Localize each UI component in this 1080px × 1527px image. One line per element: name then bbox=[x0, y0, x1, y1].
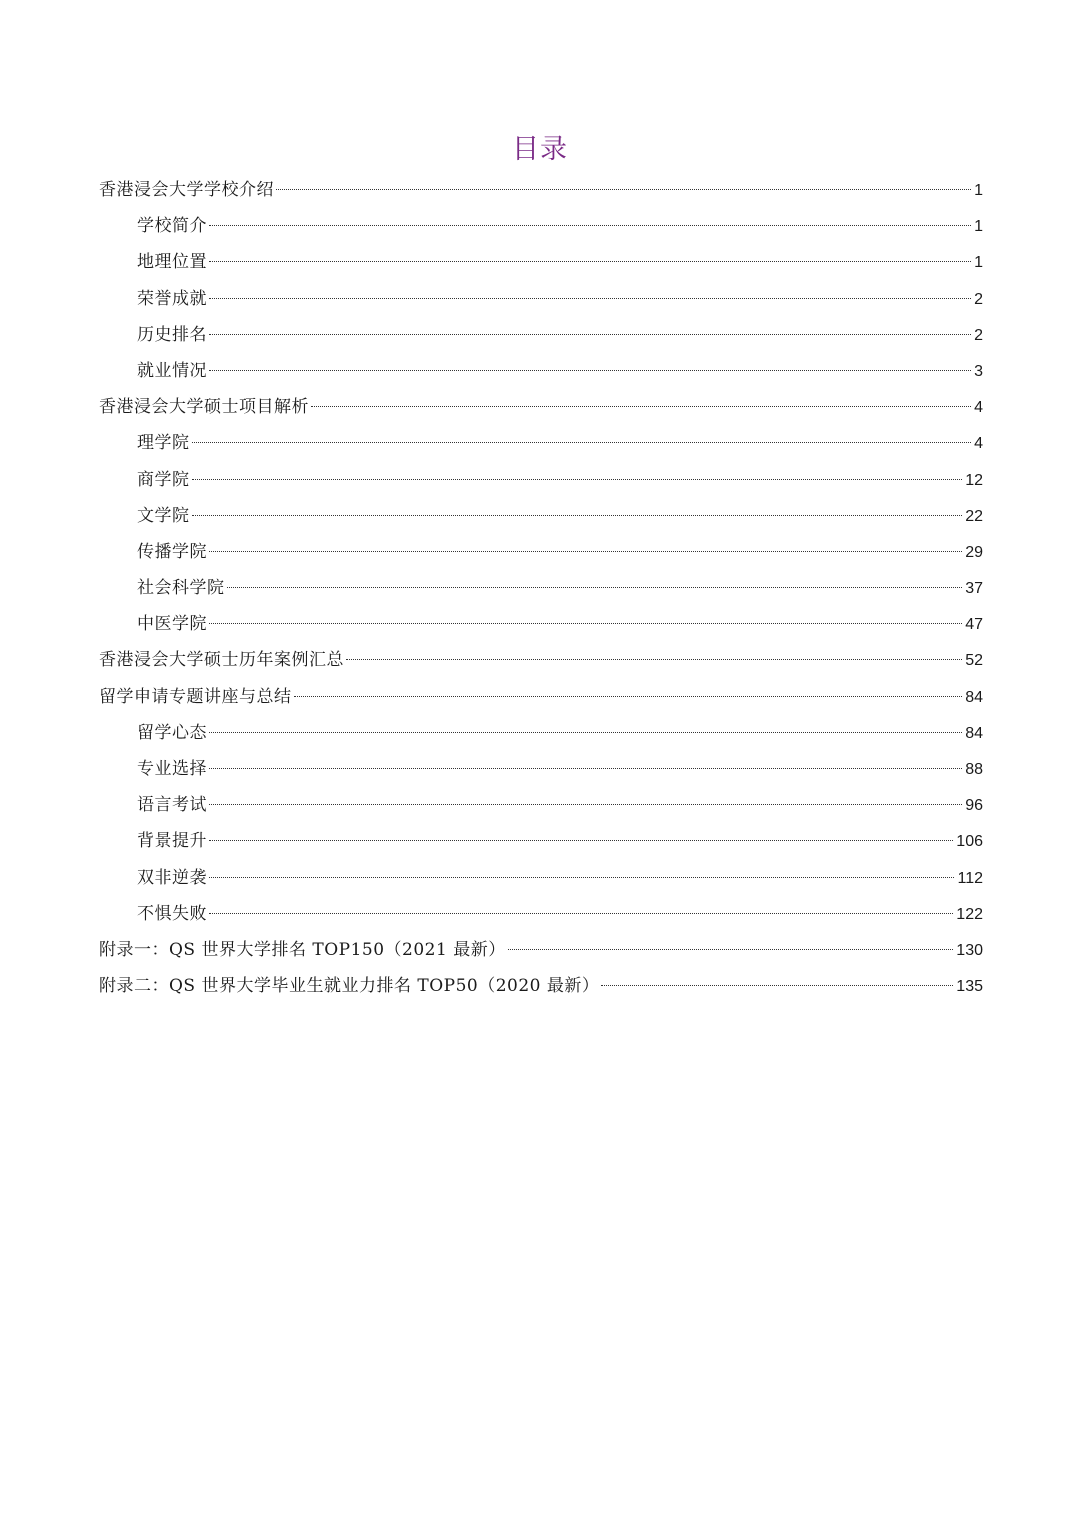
toc-dot-leader bbox=[276, 189, 971, 190]
toc-entry-label: 中医学院 bbox=[137, 614, 207, 635]
toc-entry[interactable] bbox=[99, 425, 983, 461]
toc-entry-label: 香港浸会大学硕士项目解析 bbox=[99, 397, 309, 418]
toc-entry-page: 84 bbox=[965, 688, 983, 706]
toc-dot-leader bbox=[209, 261, 971, 262]
toc-dot-leader bbox=[209, 225, 971, 226]
toc-dot-leader bbox=[209, 334, 971, 335]
toc-entry-label: 背景提升 bbox=[137, 831, 207, 852]
toc-entry[interactable] bbox=[99, 570, 983, 606]
toc-entry-page: 47 bbox=[965, 616, 983, 634]
toc-entry[interactable] bbox=[99, 642, 983, 678]
toc-entry[interactable] bbox=[99, 968, 983, 1004]
toc-entry-label: 就业情况 bbox=[137, 360, 207, 381]
toc-dot-leader bbox=[192, 479, 963, 480]
toc-dot-leader bbox=[192, 515, 963, 516]
toc-dot-leader bbox=[209, 551, 962, 552]
toc-entry-label: 理学院 bbox=[137, 433, 190, 454]
toc-entry[interactable] bbox=[99, 498, 983, 534]
toc-entry-page: 1 bbox=[974, 218, 983, 236]
toc-entry-page: 12 bbox=[965, 471, 983, 489]
toc-entry-label: 专业选择 bbox=[137, 759, 207, 779]
toc-entry-label: 留学申请专题讲座与总结 bbox=[99, 686, 292, 707]
toc-entry-page: 130 bbox=[956, 941, 983, 959]
toc-dot-leader bbox=[508, 949, 954, 950]
toc-entry-label: 附录二：QS 世界大学毕业生就业力排名 TOP50（2020 最新） bbox=[99, 976, 600, 997]
toc-dot-leader bbox=[294, 696, 963, 697]
toc-entry-label: 香港浸会大学学校介绍 bbox=[99, 180, 274, 200]
toc-list bbox=[99, 172, 983, 1004]
toc-entry[interactable] bbox=[99, 896, 983, 932]
toc-entry[interactable] bbox=[99, 317, 983, 353]
toc-entry-page: 135 bbox=[956, 978, 983, 996]
toc-entry-page: 29 bbox=[965, 543, 983, 561]
toc-entry-page: 96 bbox=[965, 797, 983, 815]
toc-dot-leader bbox=[311, 406, 971, 407]
toc-dot-leader bbox=[209, 768, 962, 769]
toc-dot-leader bbox=[209, 732, 962, 733]
toc-entry[interactable] bbox=[99, 932, 983, 968]
toc-entry-label: 传播学院 bbox=[137, 541, 207, 562]
toc-dot-leader bbox=[601, 985, 953, 986]
toc-entry-page: 4 bbox=[974, 435, 983, 453]
toc-entry-label: 文学院 bbox=[137, 505, 190, 526]
toc-entry[interactable] bbox=[99, 462, 983, 498]
toc-entry[interactable] bbox=[99, 606, 983, 642]
toc-entry-page: 4 bbox=[974, 399, 983, 417]
toc-entry-page: 1 bbox=[974, 254, 983, 272]
toc-dot-leader bbox=[209, 804, 962, 805]
toc-entry[interactable] bbox=[99, 244, 983, 280]
toc-dot-leader bbox=[209, 913, 953, 914]
toc-dot-leader bbox=[209, 623, 962, 624]
toc-entry-label: 历史排名 bbox=[137, 324, 207, 345]
toc-entry-label: 地理位置 bbox=[137, 252, 207, 273]
toc-entry[interactable] bbox=[99, 208, 983, 244]
toc-entry-label: 留学心态 bbox=[137, 722, 207, 743]
toc-dot-leader bbox=[192, 442, 972, 443]
toc-entry-page: 106 bbox=[956, 833, 983, 851]
toc-entry[interactable] bbox=[99, 534, 983, 570]
toc-title: 目录 bbox=[512, 134, 568, 165]
toc-entry-page: 52 bbox=[965, 652, 983, 670]
toc-entry-page: 122 bbox=[956, 905, 983, 923]
toc-entry[interactable] bbox=[99, 787, 983, 823]
toc-entry[interactable] bbox=[99, 751, 983, 787]
toc-entry-label: 香港浸会大学硕士历年案例汇总 bbox=[99, 650, 344, 671]
toc-entry[interactable] bbox=[99, 860, 983, 896]
toc-entry-page: 88 bbox=[965, 761, 983, 778]
toc-entry-page: 2 bbox=[974, 290, 983, 308]
toc-entry[interactable] bbox=[99, 679, 983, 715]
toc-entry[interactable] bbox=[99, 353, 983, 389]
toc-dot-leader bbox=[209, 877, 954, 878]
toc-entry-page: 3 bbox=[974, 362, 983, 380]
toc-entry[interactable] bbox=[99, 389, 983, 425]
toc-entry[interactable] bbox=[99, 715, 983, 751]
toc-entry-label: 语言考试 bbox=[137, 795, 207, 816]
toc-entry-page: 84 bbox=[965, 724, 983, 742]
toc-entry-label: 附录一：QS 世界大学排名 TOP150（2021 最新） bbox=[99, 939, 506, 960]
toc-entry[interactable] bbox=[99, 823, 983, 859]
toc-dot-leader bbox=[227, 587, 963, 588]
toc-dot-leader bbox=[209, 298, 971, 299]
toc-dot-leader bbox=[346, 659, 962, 660]
toc-entry-label: 荣誉成就 bbox=[137, 288, 207, 309]
toc-entry[interactable] bbox=[99, 281, 983, 317]
toc-entry[interactable] bbox=[99, 172, 983, 208]
toc-entry-label: 不惧失败 bbox=[137, 903, 207, 924]
toc-dot-leader bbox=[209, 840, 953, 841]
toc-entry-page: 2 bbox=[974, 326, 983, 344]
toc-entry-label: 商学院 bbox=[137, 469, 190, 490]
toc-entry-label: 双非逆袭 bbox=[137, 867, 207, 888]
toc-entry-page: 112 bbox=[957, 869, 983, 887]
toc-entry-page: 1 bbox=[974, 182, 983, 199]
toc-entry-page: 22 bbox=[965, 507, 983, 525]
toc-dot-leader bbox=[209, 370, 971, 371]
toc-entry-label: 学校简介 bbox=[137, 216, 207, 237]
toc-entry-page: 37 bbox=[965, 580, 983, 598]
toc-entry-label: 社会科学院 bbox=[137, 578, 225, 599]
